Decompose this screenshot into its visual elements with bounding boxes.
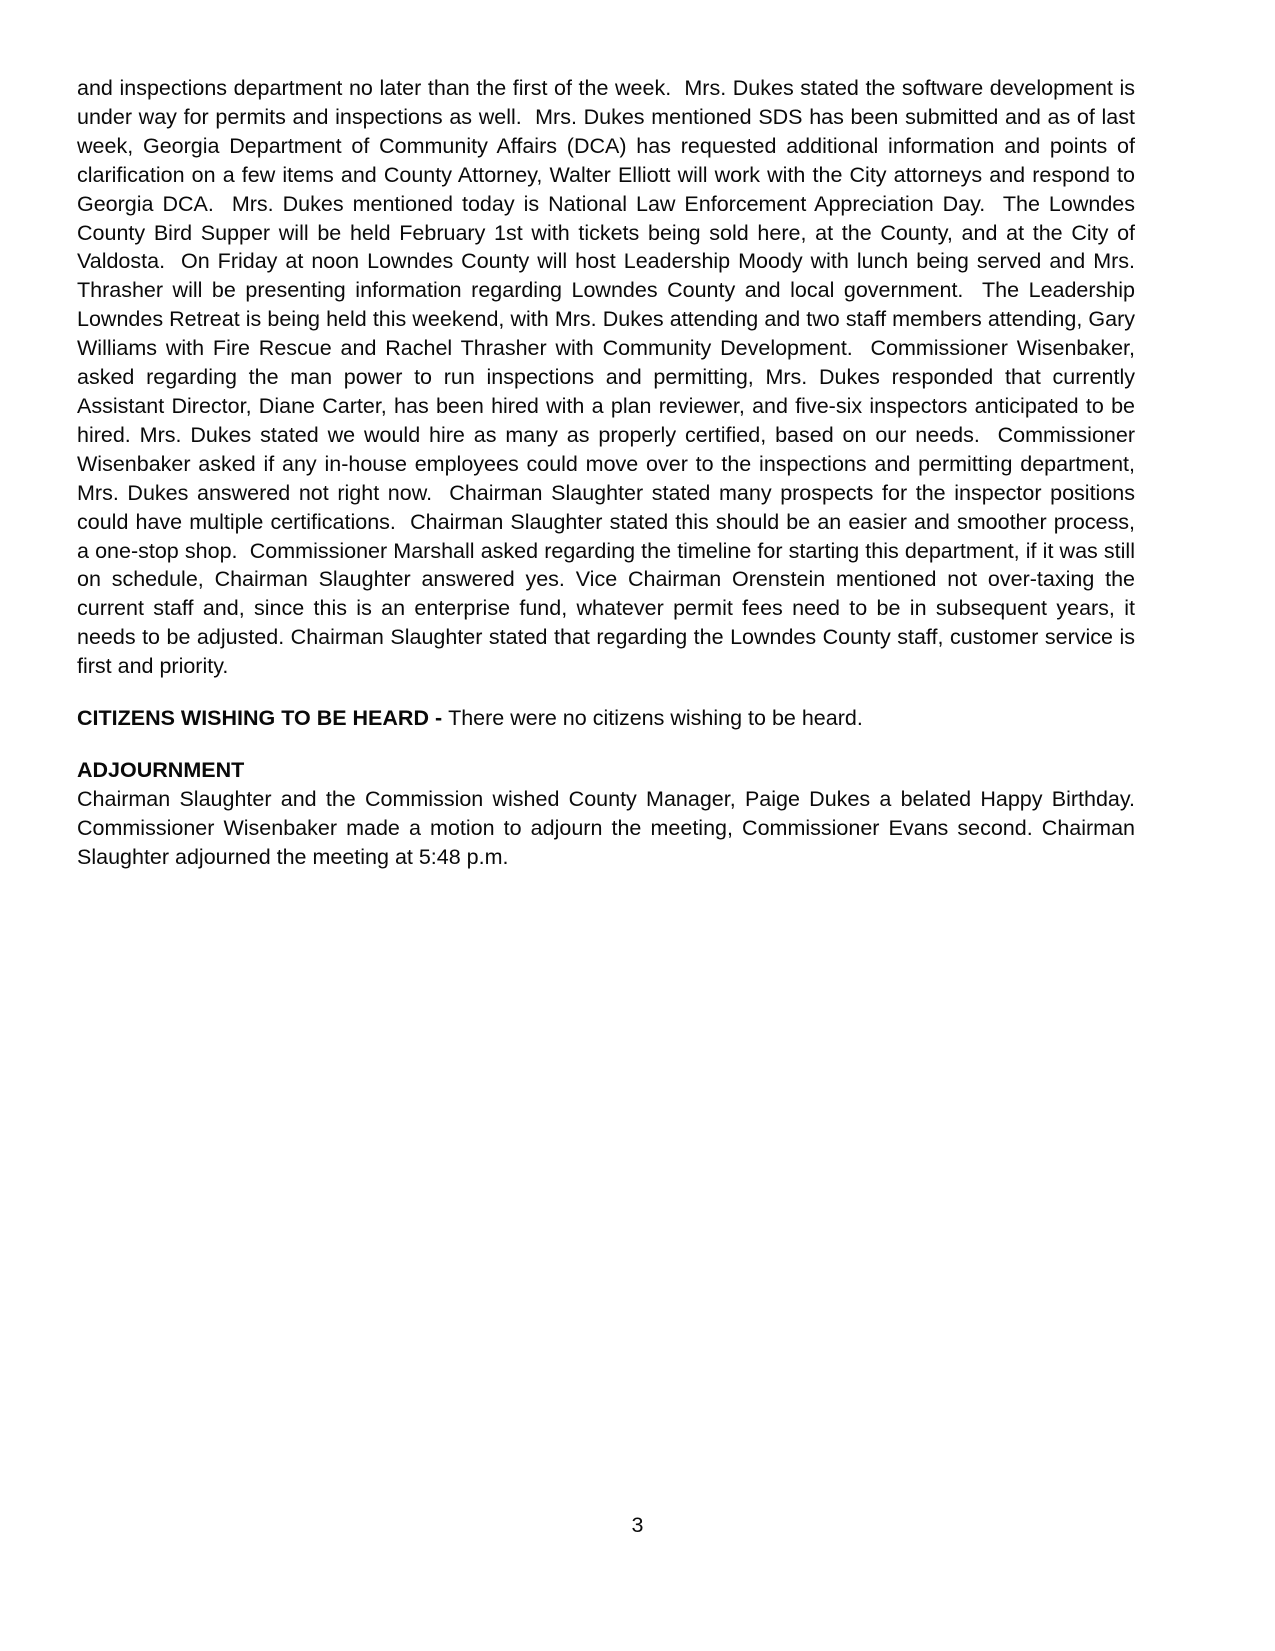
document-content: [77, 74, 1147, 872]
adjournment-text: Chairman Slaughter and the Commission wished County Manager, Paige Dukes a belated Happy Birthday. Commissioner Wisenbaker made a motion to adjourn the meeting, Commissioner Evans second. Chairman Slaughter adjourned the meeting at 5:48 p.m.: [77, 786, 1147, 869]
adjournment-heading: ADJOURNMENT: [77, 757, 245, 782]
citizens-heading: CITIZENS WISHING TO BE HEARD -: [77, 706, 449, 731]
citizens-text: There were no citizens wishing to be heard.: [448, 706, 863, 731]
page-number: 3: [631, 1513, 644, 1537]
minutes-body-paragraph: and inspections department no later than the first of the week. Mrs. Dukes stated the software development is under way for permits and inspections as well. Mrs. Dukes mentioned SDS has been submitted and as of last week, Georgia Department of Community Affairs (DCA) has requested additional information and points of clarification on a few items and County Attorney, Walter Elliott will work with the City attorneys and respond to Georgia DCA. Mrs. Dukes mentioned today is National Law Enforcement Appreciation Day. The Lowndes County Bird Supper will be held February 1st with tickets being sold here, at the County, and at the City of Valdosta. On Friday at noon Lowndes County will host Leadership Moody with lunch being served and Mrs. Thrasher will be presenting information regarding Lowndes County and local government. The Leadership Lowndes Retreat is being held this weekend, with Mrs. Dukes attending and two staff members attending, Gary Williams with Fire Rescue and Rachel Thrasher with Community Development. Commissioner Wisenbaker, asked regarding the man power to run inspections and permitting, Mrs. Dukes responded that currently Assistant Director, Diane Carter, has been hired with a plan reviewer, and five-six inspectors anticipated to be hired. Mrs. Dukes stated we would hire as many as properly certified, based on our needs. Commissioner Wisenbaker asked if any in-house employees could move over to the inspections and permitting department, Mrs. Dukes answered not right now. Chairman Slaughter stated many prospects for the inspector positions could have multiple certifications. Chairman Slaughter stated this should be an easier and smoother process, a one-stop shop. Commissioner Marshall asked regarding the timeline for starting this department, if it was still on schedule, Chairman Slaughter answered yes. Vice Chairman Orenstein mentioned not over-taxing the current staff and, since this is an enterprise fund, whatever permit fees need to be in subsequent years, it needs to be adjusted. Chairman Slaughter stated that regarding the Lowndes County staff, customer service is first and priority.: [77, 76, 1141, 679]
adjournment-section: [77, 756, 1147, 872]
citizens-section: [77, 704, 1135, 733]
